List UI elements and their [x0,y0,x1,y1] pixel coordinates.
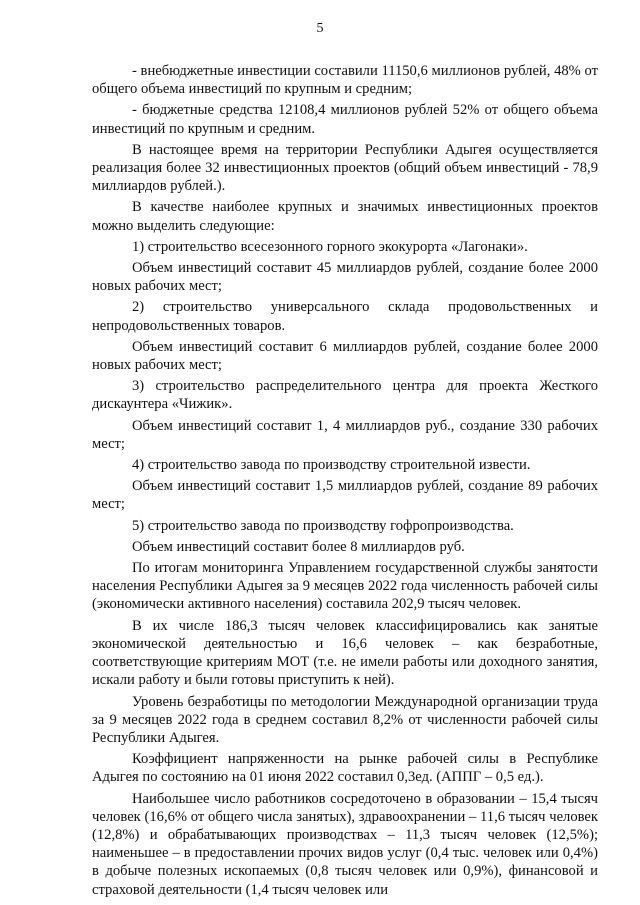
paragraph-labor-force: По итогам мониторинга Управлением государственной службы занятости населения Республики Адыгея за 9 месяцев 2022 года численность рабочей силы (экономически активного населения) составила 202,9 тысяч человек. [92,560,598,613]
paragraph-project-4: 4) строительство завода по производству строительной извести. [132,457,531,474]
paragraph-project-2: 2) строительство универсального склада продовольственных и непродовольственных товаров. [92,299,598,334]
paragraph-employment-by-sector: Наибольшее число работников сосредоточено в образовании – 15,4 тысяч человек (16,6% от общего числа занятых), здравоохранении – 11,6 тысяч человек (12,8%) и обрабатывающих производствах – 11,3 тысяч человек (12,5%); наименьшее – в предоставлении прочих видов услуг (0,4 тыс. человек или 0,4%) в добыче полезных ископаемых (0,8 тысяч человек или 0,9%), финансовой и страховой деятельности (1,4 тысяч человек или [92,790,598,898]
paragraph-project-1-volume: Объем инвестиций составит 45 миллиардов рублей, создание более 2000 новых рабочих мест; [92,260,598,295]
paragraph-project-3-volume: Объем инвестиций составит 1, 4 миллиардов руб., создание 330 рабочих мест; [92,417,598,452]
paragraph-unemployment-rate: Уровень безработицы по методологии Международной организации труда за 9 месяцев 2022 года в среднем составил 8,2% от численности рабочей силы Республики Адыгея. [92,693,598,746]
paragraph-project-4-volume: Объем инвестиций составит 1,5 миллиардов рублей, создание 89 рабочих мест; [92,478,598,513]
paragraph-project-1: 1) строительство всесезонного горного экокурорта «Лагонаки». [132,238,528,255]
paragraph-employed-unemployed: В их числе 186,3 тысяч человек классифицировались как занятые экономической деятельностью и 16,6 человек – как безработные, соответствующие критериям МОТ (т.е. не имели работы или доходного занятия, искали работу и были готовы приступить к ней). [92,617,598,689]
paragraph-extrabudgetary-investment: - внебюджетные инвестиции составили 11150,6 миллионов рублей, 48% от общего объема инвестиций по крупным и средним; [92,63,598,98]
paragraph-project-2-volume: Объем инвестиций составит 6 миллиардов рублей, создание более 2000 новых рабочих мест; [92,338,598,374]
document-body [92,62,598,902]
paragraph-budget-funds: - бюджетные средства 12108,4 миллионов рублей 52% от общего объема инвестиций по крупным и средним. [92,102,598,137]
page-number: 5 [316,21,324,36]
paragraph-investment-projects: В настоящее время на территории Республики Адыгея осуществляется реализация более 32 инвестиционных проектов (общий объем инвестиций - 78,9 миллиардов рублей.). [92,141,598,195]
paragraph-project-5-volume: Объем инвестиций составит более 8 миллиардов руб. [132,538,465,555]
paragraph-project-5: 5) строительство завода по производству гофропроизводства. [132,517,514,534]
paragraph-project-3: 3) строительство распределительного центра для проекта Жесткого дискаунтера «Чижик». [92,378,598,413]
paragraph-tension-coefficient: Коэффициент напряженности на рынке рабочей силы в Республике Адыгея по состоянию на 01 июня 2022 составил 0,3ед. (АППГ – 0,5 ед.). [92,751,598,786]
paragraph-major-projects-intro: В качестве наиболее крупных и значимых инвестиционных проектов можно выделить следующие: [92,199,598,234]
